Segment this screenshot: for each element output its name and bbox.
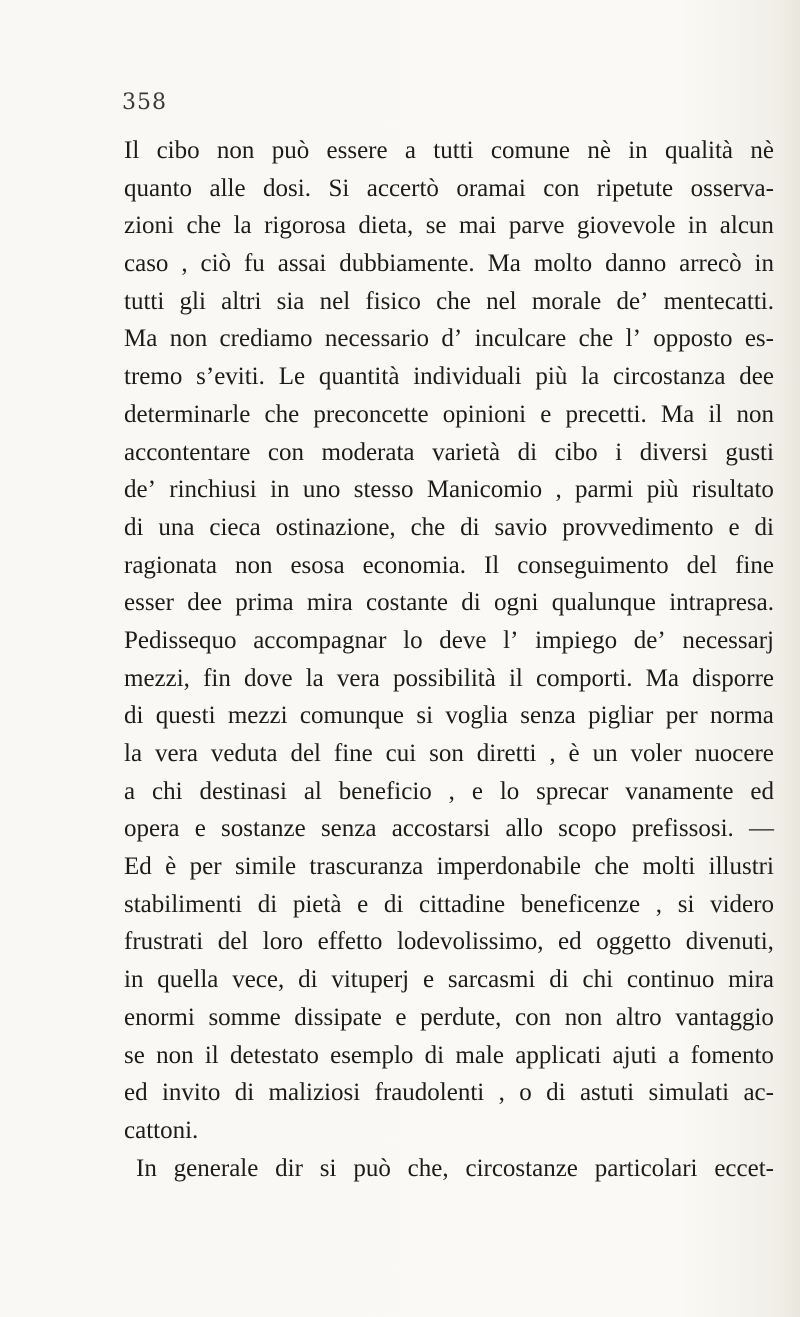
text-line: ragionata non esosa economia. Il conseguimento del fine — [124, 551, 774, 579]
text-line: la vera veduta del fine cui son diretti , è un voler nuocere — [124, 740, 774, 767]
text-line: enormi somme dissipate e perdute, con non altro vantaggio — [124, 1003, 774, 1031]
text-line: determinarle che preconcette opinioni e precetti. Ma il non — [124, 400, 774, 428]
text-line: tremo s’eviti. Le quantità individuali più la circostanza dee — [124, 363, 774, 391]
text-line: Il cibo non può essere a tutti comune nè in qualità nè — [124, 137, 774, 164]
text-line: opera e sostanze senza accostarsi allo scopo prefissosi. — — [124, 815, 774, 843]
text-line: cattoni. — [124, 1116, 199, 1144]
text-line: accontentare con moderata varietà di cibo i diversi gusti — [124, 438, 774, 466]
text-line: frustrati del loro effetto lodevolissimo, ed oggetto divenuti, — [124, 928, 774, 956]
body-text — [124, 132, 774, 1187]
text-line: esser dee prima mira costante di ogni qualunque intrapresa. — [124, 589, 774, 617]
text-line: a chi destinasi al beneficio , e lo sprecar vanamente ed — [124, 777, 774, 805]
text-line: Ma non crediamo necessario d’ inculcare che l’ opposto es- — [124, 325, 774, 353]
text-line: in quella vece, di vituperj e sarcasmi di chi continuo mira — [124, 966, 774, 994]
text-line: caso , ciò fu assai dubbiamente. Ma molto danno arrecò in — [124, 250, 774, 278]
text-line: di questi mezzi comunque si voglia senza pigliar per norma — [124, 702, 774, 730]
text-line: stabilimenti di pietà e di cittadine beneficenze , si videro — [124, 890, 774, 918]
text-line: Pedissequo accompagnar lo deve l’ impiego de’ necessarj — [124, 626, 774, 654]
text-line: Ed è per simile trascuranza imperdonabile che molti illustri — [124, 853, 774, 881]
text-line: ed invito di maliziosi fraudolenti , o di astuti simulati ac- — [124, 1079, 774, 1107]
text-line: se non il detestato esemplo di male applicati ajuti a fomento — [124, 1041, 774, 1069]
text-line: de’ rinchiusi in uno stesso Manicomio , parmi più risultato — [124, 476, 774, 504]
text-line: In generale dir si può che, circostanze particolari eccet- — [136, 1154, 774, 1182]
text-line: di una cieca ostinazione, che di savio provvedimento e di — [124, 513, 774, 541]
text-line: zioni che la rigorosa dieta, se mai parve giovevole in alcun — [124, 212, 774, 240]
text-line: tutti gli altri sia nel fisico che nel morale de’ mentecatti. — [124, 287, 774, 315]
page-number: 358 — [122, 90, 167, 115]
text-line: quanto alle dosi. Si accertò oramai con ripetute osserva- — [124, 174, 774, 202]
text-line: mezzi, fin dove la vera possibilità il comporti. Ma disporre — [124, 664, 774, 692]
